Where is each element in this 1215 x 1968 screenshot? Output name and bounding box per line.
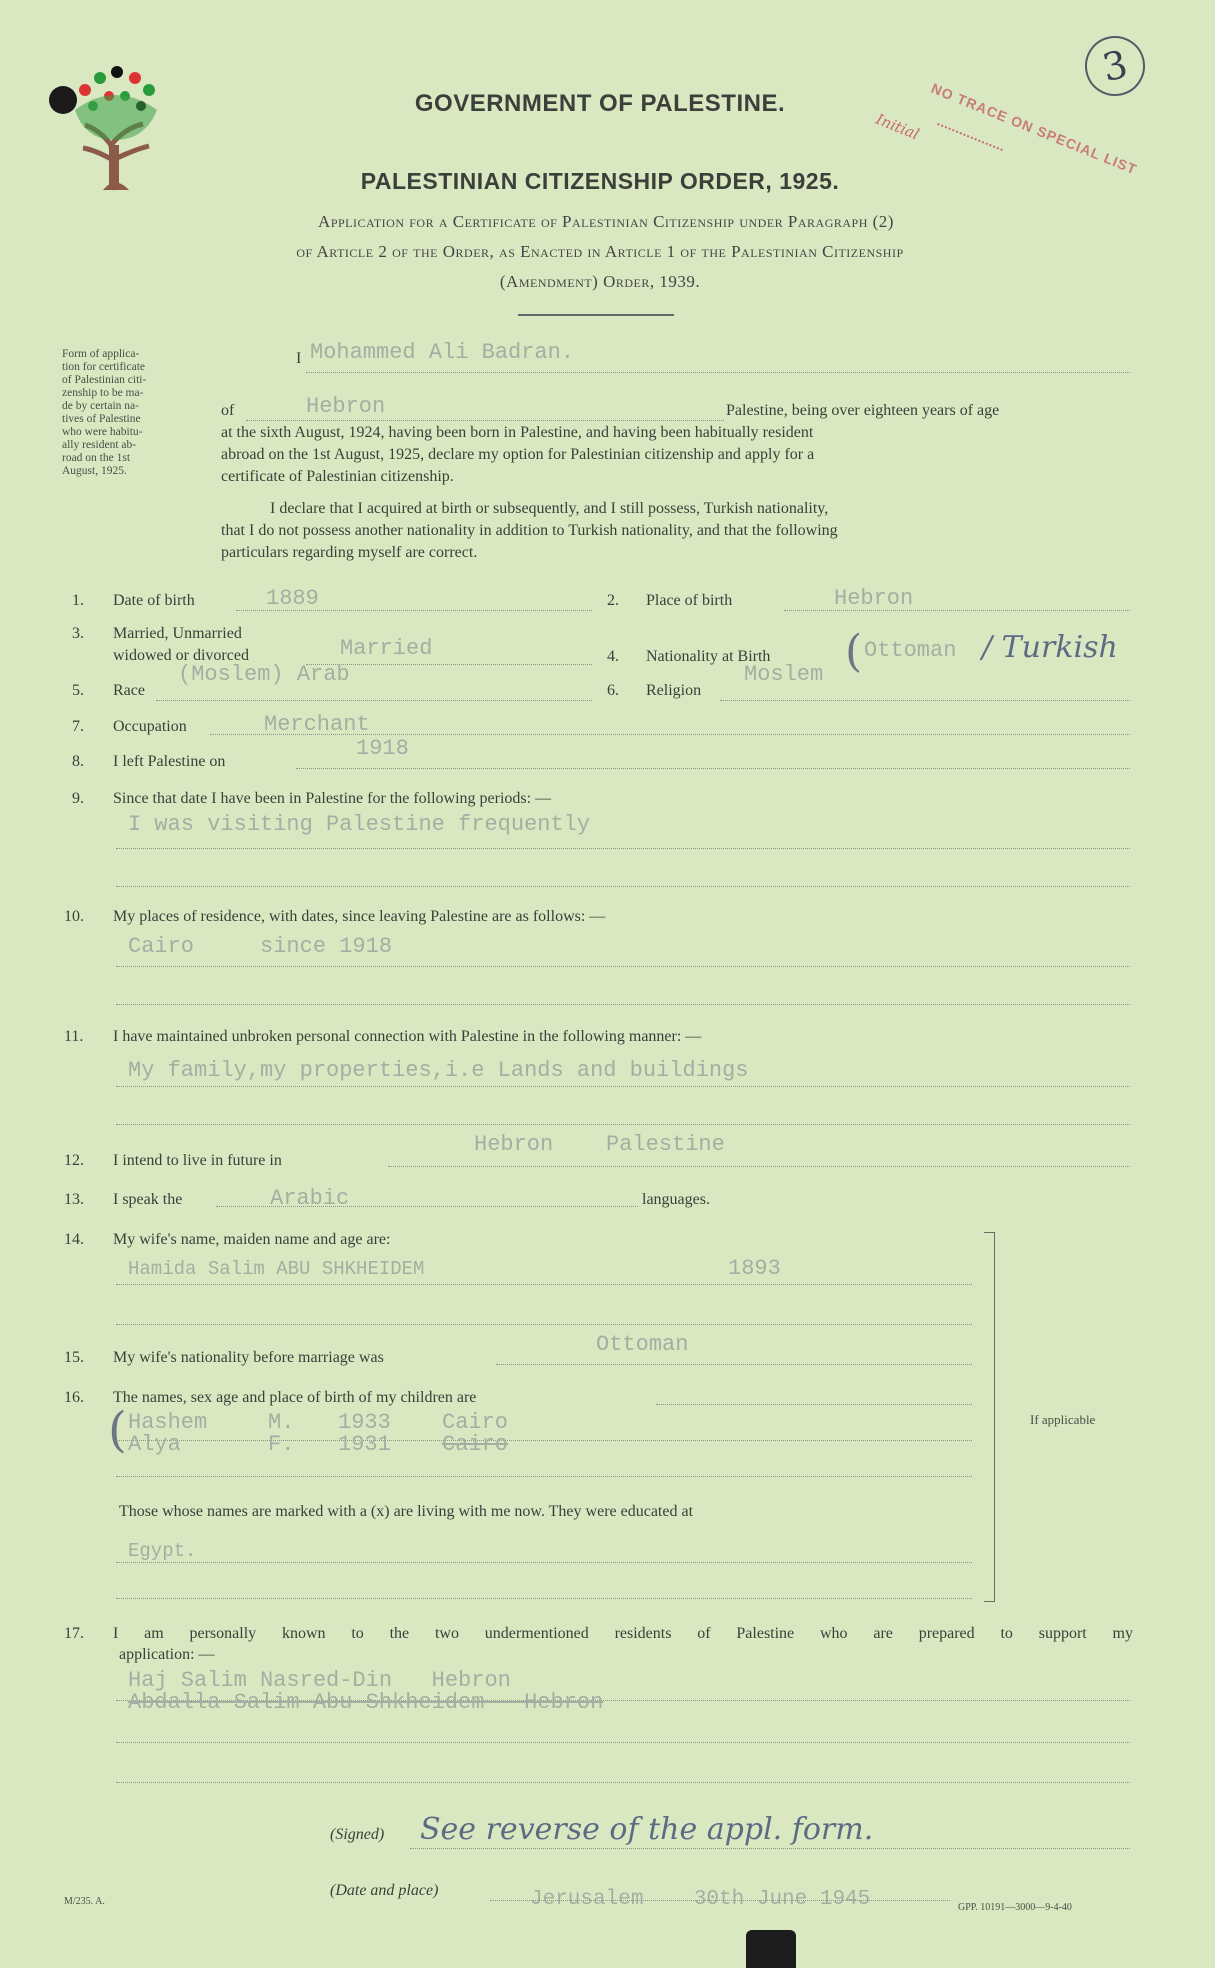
field-17-line-3	[116, 1782, 1130, 1783]
wife-nationality-value: Ottoman	[596, 1332, 689, 1357]
field-2-label: Place of birth	[646, 592, 733, 609]
declare-line-1: I declare that I acquired at birth or subsequently, and I still possess, Turkish nationality,	[270, 500, 829, 517]
intro-line-2: at the sixth August, 1924, having been born in Palestine, and having been habitually resident	[221, 424, 814, 441]
child-year: 1933	[338, 1410, 391, 1435]
language-value: Arabic	[270, 1186, 350, 1211]
name-line	[306, 372, 1130, 373]
field-11-number: 11.	[64, 1028, 84, 1045]
field-16-line-3	[116, 1562, 972, 1563]
field-15-line	[496, 1364, 972, 1365]
intro-line-1-tail: Palestine, being over eighteen years of age	[726, 402, 1000, 419]
page-title: GOVERNMENT OF PALESTINE.	[414, 90, 786, 117]
children-bracket: (	[108, 1402, 127, 1458]
field-15-number: 15.	[64, 1349, 84, 1366]
field-13-number: 13.	[64, 1191, 84, 1208]
field-16-number: 16.	[64, 1389, 84, 1406]
printer-code: GPP. 10191—3000—9-4-40	[958, 1902, 1072, 1913]
child-place: Cairo	[442, 1410, 509, 1435]
intro-of-prefix: of	[221, 402, 235, 419]
referee-2: Abdalla Salim Abu Shkheidem Hebron	[128, 1690, 604, 1715]
field-7-line	[210, 734, 1130, 735]
field-14-line-2	[116, 1324, 972, 1325]
of-line	[246, 420, 724, 421]
educated-value: Egypt.	[128, 1540, 197, 1562]
header-rule	[518, 314, 674, 316]
field-9-line-1	[116, 848, 1130, 849]
field-7-label: Occupation	[113, 718, 187, 735]
field-15-label: My wife's nationality before marriage was	[113, 1349, 384, 1366]
field-11-line-1	[116, 1086, 1130, 1087]
field-3-label-b: widowed or divorced	[113, 647, 249, 664]
left-palestine-value: 1918	[356, 736, 409, 761]
religion-value: Moslem	[744, 662, 824, 687]
field-17-label-a: I am personally known to the two undermentioned residents of Palestine who are prepared to support my	[113, 1625, 1133, 1642]
field-13-label: I speak the	[113, 1191, 183, 1208]
special-list-stamp: NO TRACE ON SPECIAL LIST	[929, 80, 1140, 178]
field-12-line	[388, 1166, 1130, 1167]
field-11-label: I have maintained unbroken personal connection with Palestine in the following manner: —	[113, 1028, 702, 1045]
signature-value: See reverse of the appl. form.	[420, 1812, 874, 1847]
field-13-line	[216, 1206, 638, 1207]
field-6-number: 6.	[607, 682, 619, 699]
of-value: Hebron	[306, 394, 386, 419]
occupation-value: Merchant	[264, 712, 370, 737]
referee-1: Haj Salim Nasred-Din Hebron	[128, 1668, 511, 1693]
field-16-line-2	[116, 1476, 972, 1477]
subtitle-line-1: Application for a Certificate of Palestinian Citizenship under Paragraph (2)	[318, 212, 894, 231]
field-8-label: I left Palestine on	[113, 753, 226, 770]
stamp-initial-line	[937, 123, 1003, 151]
field-5-line	[156, 700, 592, 701]
field-5-number: 5.	[72, 682, 84, 699]
field-17-number: 17.	[64, 1625, 84, 1642]
field-10-number: 10.	[64, 908, 84, 925]
date-place-label: (Date and place)	[330, 1882, 439, 1899]
race-value: (Moslem) Arab	[178, 662, 350, 687]
order-title: PALESTINIAN CITIZENSHIP ORDER, 1925.	[360, 168, 840, 194]
field-8-line	[296, 768, 1130, 769]
if-applicable-note: If applicable	[1030, 1412, 1096, 1427]
field-7-number: 7.	[72, 718, 84, 735]
margin-note-line: of Palestinian citi-	[62, 374, 147, 386]
date-place-line	[490, 1900, 950, 1901]
stamp-initial: Initial	[873, 110, 922, 144]
child-row	[128, 1432, 608, 1457]
future-residence-value: Hebron Palestine	[474, 1132, 725, 1157]
intro-line-3: abroad on the 1st August, 1925, declare my option for Palestinian citizenship and apply for a	[221, 446, 815, 463]
child-place: Cairo	[442, 1432, 509, 1457]
marital-status-value: Married	[340, 636, 433, 661]
field-4-number: 4.	[607, 648, 619, 665]
margin-note-line: tion for certificate	[62, 361, 146, 373]
margin-note-line: who were habitu-	[62, 426, 143, 438]
field-4-label: Nationality at Birth	[646, 648, 771, 665]
field-1-line	[236, 610, 592, 611]
field-5-label: Race	[113, 682, 145, 699]
form-code: M/235. A.	[64, 1896, 105, 1907]
field-10-line-1	[116, 966, 1130, 967]
applicable-bracket	[984, 1232, 995, 1602]
margin-note-line: road on the 1st	[62, 452, 131, 464]
margin-note-line: August, 1925.	[62, 465, 127, 477]
residence-value: Cairo since 1918	[128, 934, 393, 959]
child-name: Hashem	[128, 1410, 208, 1435]
margin-note-line: de by certain na-	[62, 400, 139, 412]
periods-value: I was visiting Palestine frequently	[128, 812, 591, 837]
child-name: Alya	[128, 1432, 181, 1457]
place-of-birth-value: Hebron	[834, 586, 914, 611]
signature-line	[410, 1848, 1130, 1849]
field-12-label: I intend to live in future in	[113, 1152, 282, 1169]
field-10-label: My places of residence, with dates, since leaving Palestine are as follows: —	[113, 908, 606, 925]
binding-clip	[746, 1930, 796, 1968]
field-1-label: Date of birth	[113, 592, 195, 609]
margin-note-line: Form of applica-	[62, 348, 140, 360]
margin-note	[62, 348, 202, 478]
page-number: 3	[1098, 41, 1132, 91]
field-9-label: Since that date I have been in Palestine for the following periods: —	[113, 790, 552, 807]
field-17-line-2	[116, 1742, 1130, 1743]
child-sex: M.	[268, 1410, 295, 1435]
declare-line-2: that I do not possess another nationality in addition to Turkish nationality, and that the following	[221, 522, 838, 539]
date-place-value: Jerusalem 30th June 1945	[530, 1888, 871, 1911]
field-8-number: 8.	[72, 753, 84, 770]
subtitle-line-3: (Amendment) Order, 1939.	[499, 272, 701, 291]
field-14-line-1	[116, 1284, 972, 1285]
margin-note-line: tives of Palestine	[62, 413, 141, 425]
field-11-line-2	[116, 1124, 1130, 1125]
connection-value: My family,my properties,i.e Lands and buildings	[128, 1058, 749, 1083]
child-sex: F.	[268, 1432, 295, 1457]
field-14-label: My wife's name, maiden name and age are:	[113, 1231, 391, 1248]
child-year: 1931	[338, 1432, 391, 1457]
field-12-number: 12.	[64, 1152, 84, 1169]
nationality-handwritten: / Turkish	[982, 630, 1118, 665]
field-1-number: 1.	[72, 592, 84, 609]
nationality-bracket: (	[845, 626, 863, 677]
declare-line-3: particulars regarding myself are correct.	[221, 544, 478, 561]
margin-note-line: ally resident ab-	[62, 439, 137, 451]
field-3-label-a: Married, Unmarried	[113, 625, 242, 642]
field-9-line-2	[116, 886, 1130, 887]
signed-label: (Signed)	[330, 1826, 385, 1843]
field-2-line	[784, 610, 1130, 611]
intro-i-prefix: I	[296, 350, 302, 367]
nationality-value: Ottoman	[864, 638, 957, 663]
subtitle-line-2: of Article 2 of the Order, as Enacted in Article 1 of the Palestinian Citizenship	[296, 242, 904, 261]
field-3-number: 3.	[72, 625, 84, 642]
field-17-label-b: application: —	[119, 1646, 215, 1663]
intro-line-4: certificate of Palestinian citizenship.	[221, 468, 454, 485]
margin-note-line: zenship to be ma-	[62, 387, 144, 399]
wife-birth-year: 1893	[728, 1256, 781, 1281]
field-6-line	[720, 700, 1130, 701]
educated-label: Those whose names are marked with a (x) are living with me now. They were educated at	[119, 1503, 694, 1520]
date-of-birth-value: 1889	[266, 586, 319, 611]
applicant-name: Mohammed Ali Badran.	[310, 340, 575, 365]
field-10-line-2	[116, 1004, 1130, 1005]
field-14-number: 14.	[64, 1231, 84, 1248]
field-16-line-0	[656, 1404, 972, 1405]
wife-name-value: Hamida Salim ABU SHKHEIDEM	[128, 1258, 425, 1280]
field-13-tail: languages.	[642, 1191, 710, 1208]
field-9-number: 9.	[72, 790, 84, 807]
field-16-line-4	[116, 1598, 972, 1599]
field-2-number: 2.	[607, 592, 619, 609]
field-6-label: Religion	[646, 682, 702, 699]
field-16-label: The names, sex age and place of birth of my children are	[113, 1389, 477, 1406]
